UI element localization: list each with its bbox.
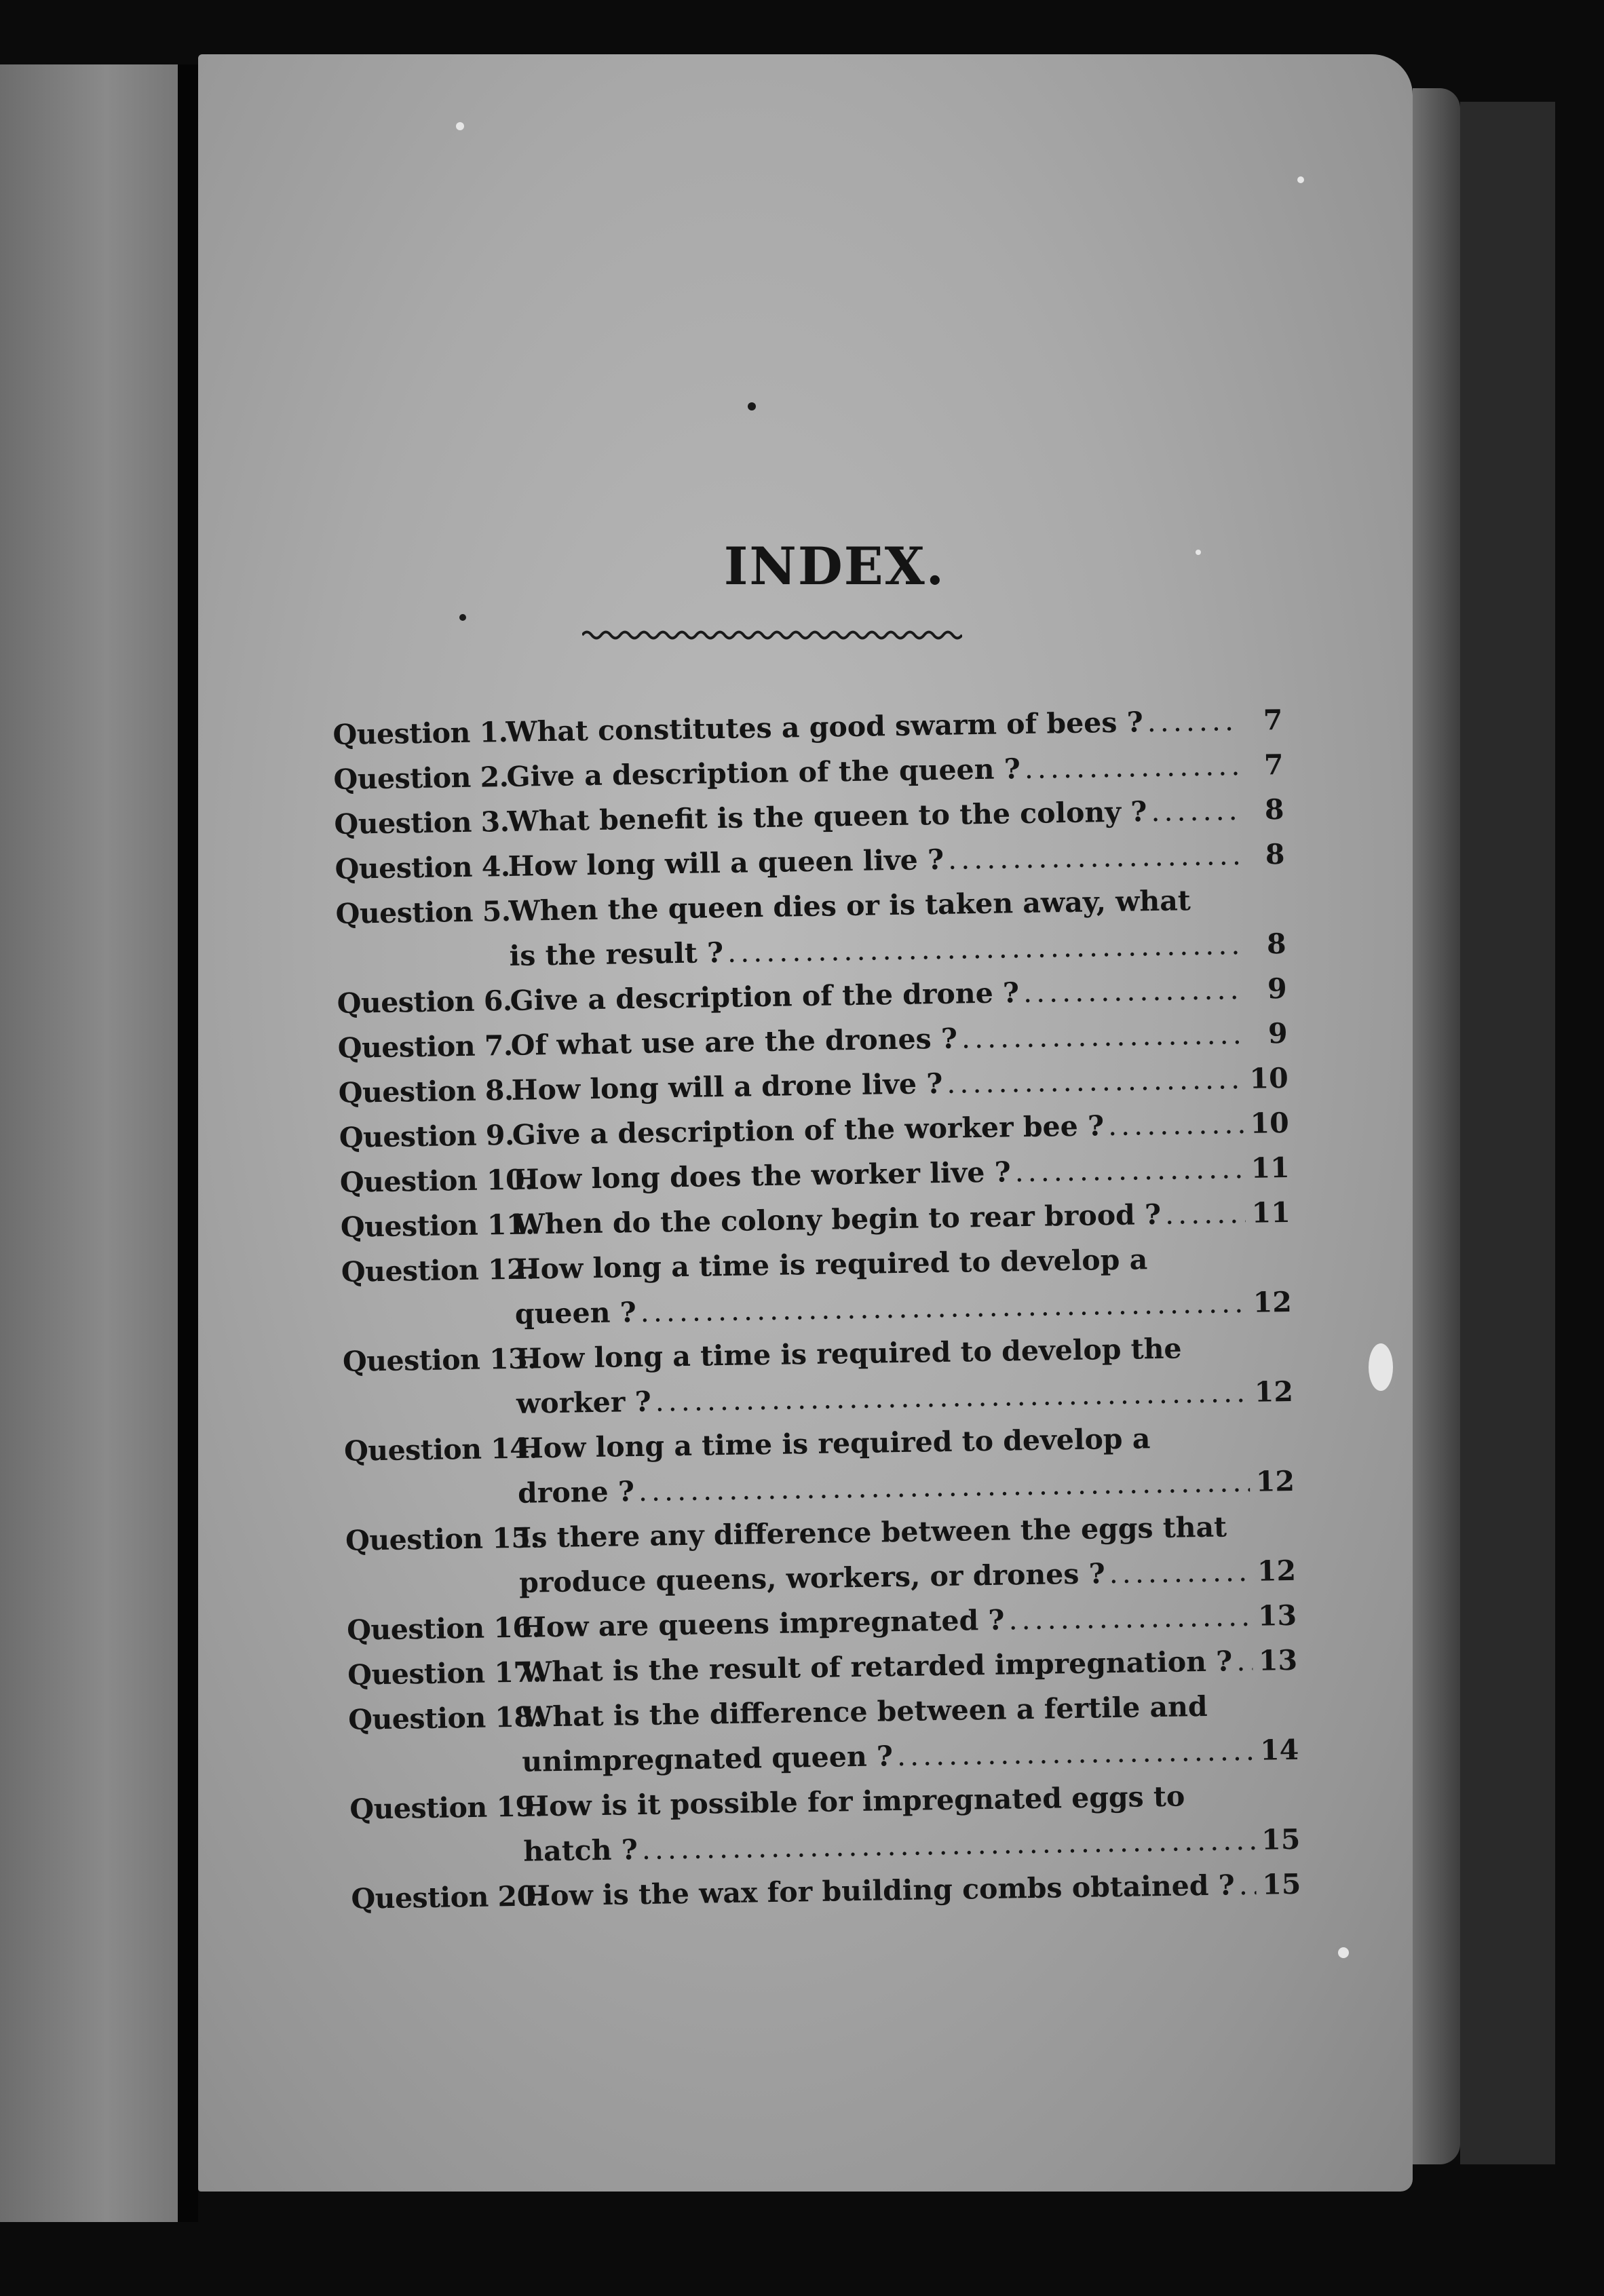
paper-speck: [1196, 550, 1201, 555]
page-number: 12: [1254, 1375, 1294, 1409]
leader-dots: [1023, 967, 1242, 1015]
ink-dot: [459, 614, 466, 621]
paper-speck: [456, 122, 464, 130]
page-edge: [1413, 88, 1460, 2164]
question-text-cont: unimpregnated queen ?: [521, 1740, 894, 1778]
question-text: What is the result of retarded impregnation ?: [520, 1645, 1233, 1689]
leader-dots: [1109, 1549, 1251, 1596]
leader-dots: [1165, 1191, 1246, 1237]
question-label: Question 4.: [335, 849, 510, 885]
question-text-cont: produce queens, workers, or drones ?: [518, 1557, 1106, 1599]
leader-dots: [1008, 1594, 1253, 1643]
question-text: How long a time is required to develop the: [515, 1332, 1182, 1375]
question-text: Of what use are the drones ?: [510, 1022, 958, 1062]
page-number: 13: [1257, 1599, 1297, 1632]
page-number: 15: [1261, 1822, 1301, 1856]
leader-dots: [1236, 1639, 1253, 1683]
page-number: 11: [1250, 1151, 1291, 1185]
question-text: How long a time is required to develop a: [516, 1422, 1151, 1465]
question-label: Question 5.: [335, 894, 511, 930]
page-number: 12: [1253, 1285, 1293, 1319]
question-text: How are queens impregnated ?: [519, 1603, 1005, 1644]
question-text: How long does the worker live ?: [512, 1155, 1011, 1196]
page-number: 8: [1266, 927, 1286, 961]
index-list: [332, 697, 1301, 1921]
leader-dots: [896, 1728, 1254, 1778]
question-label: Question 15.: [345, 1521, 540, 1557]
question-text: How is it possible for impregnated eggs to: [522, 1780, 1185, 1823]
wavy-rule: [582, 628, 962, 643]
paper-speck: [1297, 176, 1304, 183]
page-number: 7: [1263, 748, 1284, 782]
question-label: Question 18.: [347, 1700, 543, 1736]
page-title: INDEX.: [723, 536, 946, 596]
index-entry-19: [349, 1772, 1301, 1877]
index-heading: [543, 536, 1126, 596]
scan-border: [1460, 102, 1555, 2164]
leader-dots: [1014, 1146, 1245, 1194]
question-text: Give a description of the queen ?: [506, 752, 1021, 793]
gutter: [178, 64, 198, 2222]
question-text-cont: hatch ?: [523, 1833, 638, 1868]
page-number: 15: [1261, 1867, 1301, 1901]
question-text: When the queen dies or is taken away, what: [508, 884, 1191, 927]
question-text: How long a time is required to develop a: [514, 1243, 1148, 1286]
page-number: 12: [1255, 1464, 1295, 1498]
leader-dots: [961, 1012, 1243, 1061]
question-text-cont: is the result ?: [509, 936, 724, 972]
question-text: Is there any difference between the eggs that: [518, 1510, 1227, 1554]
page-number: 9: [1267, 972, 1287, 1006]
leader-dots: [1147, 698, 1238, 744]
question-text: How is the wax for building combs obtained ?: [524, 1869, 1236, 1913]
page-number: 12: [1257, 1554, 1297, 1588]
question-label: Question 3.: [334, 805, 510, 841]
page-number: 10: [1250, 1106, 1290, 1140]
leader-dots: [1151, 788, 1240, 834]
question-label: Question 17.: [347, 1656, 542, 1691]
leader-dots: [1238, 1862, 1257, 1907]
facing-page-edge: [0, 64, 178, 2222]
leader-dots: [1108, 1101, 1245, 1148]
index-entry-14: [344, 1414, 1295, 1518]
question-label: Question 16.: [346, 1611, 541, 1647]
question-label: Question 13.: [342, 1342, 537, 1378]
leader-dots: [947, 1056, 1244, 1106]
page-number: 11: [1251, 1195, 1291, 1229]
question-text-cont: drone ?: [517, 1475, 635, 1510]
index-entry-13: [343, 1324, 1294, 1429]
question-label: Question 2.: [333, 760, 509, 796]
question-label: Question 9.: [339, 1118, 515, 1154]
question-text-cont: worker ?: [516, 1385, 652, 1420]
question-label: Question 12.: [341, 1252, 536, 1288]
index-entry-18: [348, 1683, 1299, 1787]
leader-dots: [1024, 743, 1239, 791]
question-text: What benefit is the queen to the colony ?: [507, 795, 1147, 838]
question-label: Question 20.: [351, 1879, 546, 1915]
question-text-cont: queen ?: [514, 1296, 637, 1331]
leader-dots: [727, 922, 1242, 975]
paper-blot: [1369, 1343, 1393, 1391]
ink-dot: [748, 402, 756, 410]
page-number: 8: [1264, 792, 1284, 826]
question-text: Give a description of the worker bee ?: [512, 1109, 1105, 1151]
page-number: 9: [1267, 1016, 1288, 1050]
page-number: 14: [1259, 1733, 1299, 1767]
index-entry-5: [335, 877, 1286, 981]
question-text: What is the difference between a fertile and: [520, 1689, 1208, 1734]
question-label: Question 11.: [340, 1208, 535, 1244]
question-label: Question 8.: [338, 1073, 514, 1109]
question-text: What constitutes a good swarm of bees ?: [505, 706, 1144, 748]
page-number: 13: [1258, 1643, 1298, 1677]
question-label: Question 14.: [343, 1432, 539, 1468]
question-label: Question 10.: [339, 1163, 535, 1199]
page-number: 7: [1263, 704, 1283, 737]
index-entry-12: [341, 1235, 1292, 1339]
question-text: Give a description of the drone ?: [510, 976, 1020, 1017]
question-text: When do the colony begin to rear brood ?: [513, 1198, 1162, 1241]
page-number: 8: [1265, 837, 1285, 871]
question-label: Question 1.: [332, 715, 508, 751]
leader-dots: [948, 833, 1240, 882]
page-number: 10: [1249, 1061, 1289, 1095]
paper-speck: [1338, 1947, 1349, 1958]
index-entry-15: [345, 1504, 1297, 1608]
question-text: How long will a queen live ?: [508, 843, 944, 883]
question-label: Question 6.: [337, 984, 513, 1020]
question-text: How long will a drone live ?: [511, 1067, 943, 1107]
question-label: Question 7.: [337, 1029, 514, 1065]
question-label: Question 19.: [349, 1790, 544, 1826]
